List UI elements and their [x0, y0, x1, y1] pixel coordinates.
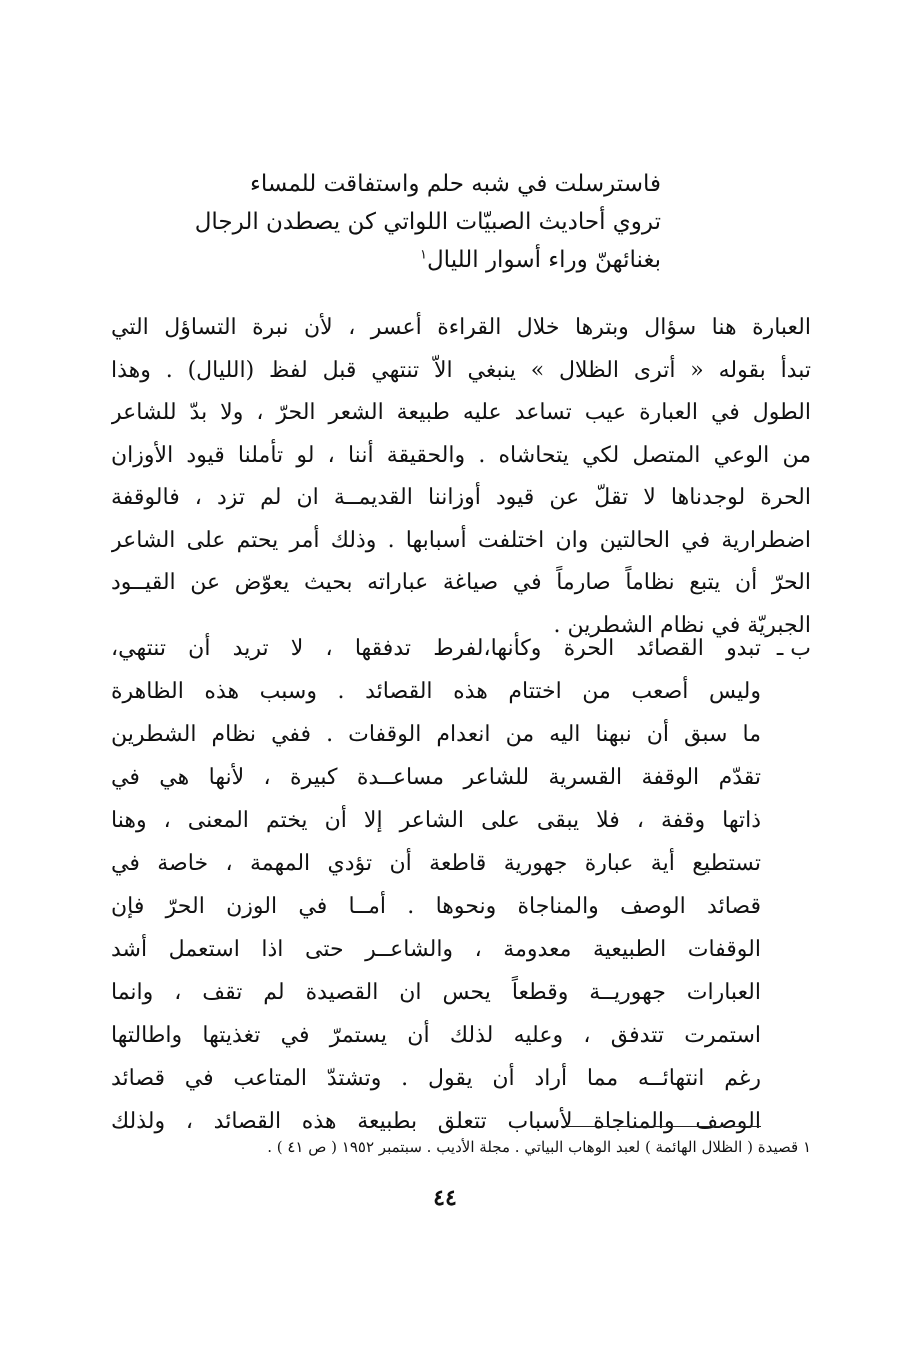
paragraph-b-line: العبارات جهوريــة وقطعاً يحس ان القصيدة لم تقف ، وانما [111, 980, 761, 1005]
poem-excerpt [101, 165, 661, 279]
poem-line-1: فاسترسلت في شبه حلم واستفاقت للمساء [250, 171, 661, 197]
paragraph-b-first-line: تبدو القصائد الحرة وكأنها،لفرط تدفقها ، لا تريد أن تنتهي، [111, 636, 761, 661]
footnote: ١ قصيدة ( الظلال الهائمة ) لعبد الوهاب البياتي . مجلة الأديب . سبتمبر ١٩٥٢ ( ص ٤١ ) . [267, 1138, 811, 1156]
paragraph-a-line: الحرّ أن يتبع نظاماً صارماً في صياغة عباراته بحيث يعوّض عن القيــود [111, 570, 811, 595]
item-marker-b: ب ـ [776, 636, 811, 661]
paragraph-b-line: وليس أصعب من اختتام هذه القصائد . وسبب هذه الظاهرة [111, 679, 761, 704]
paragraph-b-line: تقدّم الوقفة القسرية للشاعر مساعــدة كبيرة ، لأنها هي في [111, 765, 761, 790]
paragraph-b-line: الوقفات الطبيعية معدومة ، والشاعــر حتى اذا استعمل أشد [111, 937, 761, 962]
paragraph-a-line: الجبريّة في نظام الشطرين . [553, 612, 811, 638]
paragraph-b-line: ما سبق أن نبهنا اليه من انعدام الوقفات . ففي نظام الشطرين [111, 722, 761, 747]
paragraph-a-line: من الوعي المتصل لكي يتحاشاه . والحقيقة أننا ، لو تأملنا قيود الأوزان [111, 442, 811, 468]
poem-line-3 [101, 241, 661, 279]
poem-line-3-text: بغنائهنّ وراء أسوار الليال [426, 247, 661, 273]
page-number: ٤٤ [433, 1185, 457, 1211]
footnote-divider [561, 1126, 761, 1127]
paragraph-a-line: العبارة هنا سؤال وبترها خلال القراءة أعسر ، لأن نبرة التساؤل التي [111, 315, 811, 340]
paragraph-b-line: ذاتها وقفة ، فلا يبقى على الشاعر إلا أن يختم المعنى ، وهنا [111, 808, 761, 833]
paragraph-b-line: استمرت تتدفق ، وعليه لذلك أن يستمرّ في تغذيتها واطالتها [111, 1023, 761, 1048]
paragraph-b [111, 670, 761, 1143]
paragraph-b-line: الوصف والمناجاة لأسباب تتعلق بطبيعة هذه القصائد ، ولذلك [111, 1109, 761, 1134]
paragraph-b-line: قصائد الوصف والمناجاة ونحوها . أمــا في الوزن الحرّ فإن [111, 894, 761, 919]
footnote-reference: ١ [419, 247, 427, 263]
paragraph-b-line: تستطيع أية عبارة جهورية قاطعة أن تؤدي المهمة ، خاصة في [111, 851, 761, 876]
paragraph-a [111, 307, 811, 647]
paragraph-a-line: الحرة لوجدناها لا تقلّ عن قيود أوزاننا القديمــة ان لم تزد ، فالوقفة [111, 485, 811, 510]
paragraph-b-line: رغم انتهائــه مما أراد أن يقول . وتشتدّ المتاعب في قصائد [111, 1066, 761, 1091]
paragraph-a-line: اضطرارية في الحالتين وان اختلفت أسبابها . وذلك أمر يحتم على الشاعر [111, 527, 811, 553]
poem-line-2: تروي أحاديث الصبيّات اللواتي كن يصطدن الرجال [194, 209, 661, 235]
paragraph-a-line: الطول في العبارة عيب تساعد عليه طبيعة الشعر الحرّ ، ولا بدّ للشاعر [111, 400, 811, 425]
paragraph-a-line: تبدأ بقوله « أترى الظلال » ينبغي الاّ تنتهي قبل لفظ (الليال) . وهذا [111, 357, 811, 383]
